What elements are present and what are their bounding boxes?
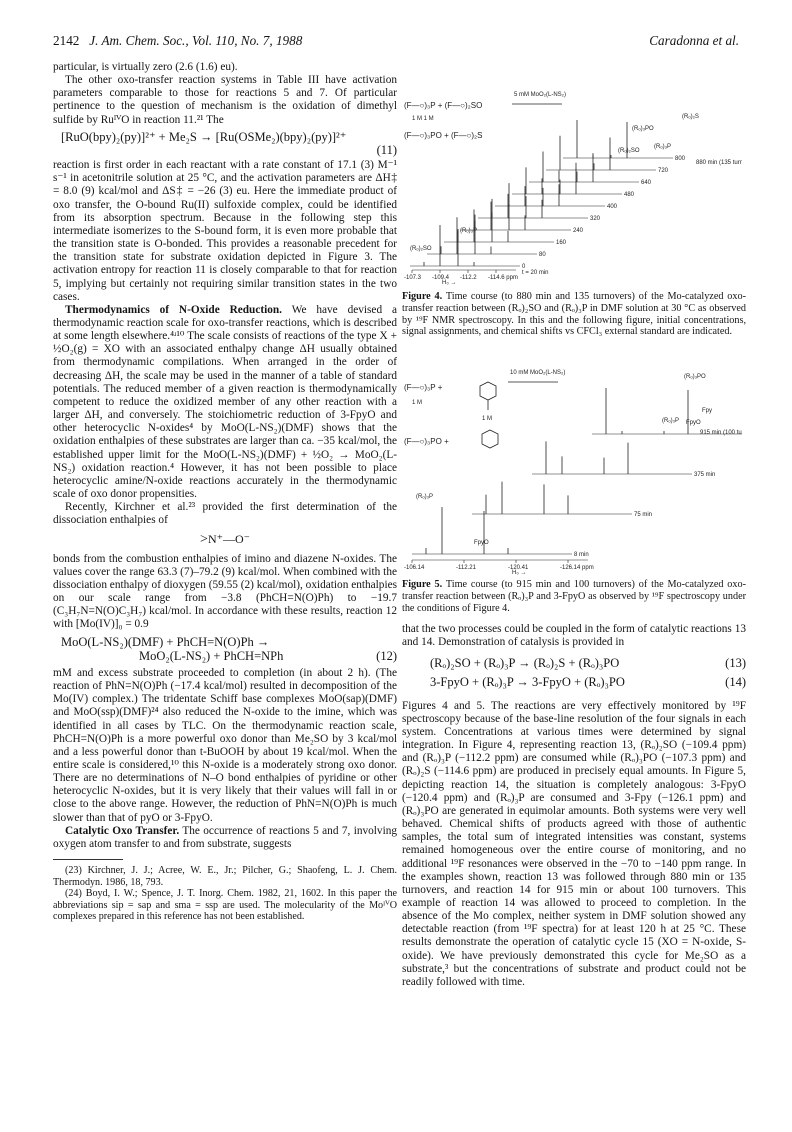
paragraph-text: The occurrence of reactions 5 and 7, involving oxygen atom transfer to and from substrate, suggests	[53, 824, 398, 850]
caption-text: Time course (to 915 min and 100 turnovers) of the Mo-catalyzed oxo-transfer reaction between (Rₒ)₃P and 3-FpyO as observed by ¹⁹F spectroscopy under the conditions of Figure 4.	[402, 579, 746, 614]
paragraph: mM and excess substrate proceeded to completion (in about 2 h). (The reaction of PhN=N(O)Ph (−17.4 kcal/mol) resulted in decomposition of the Mo(IV) complex.) The tridentate Schiff base complexes MoO(sap)(DMF) and MoO(ssp)(DMF)²⁴ also reduced the N-oxide to the imine, which was identified in all cases by TLC. On the thermodynamic reaction scale, PhCH=N(O)Ph is a more powerful oxo donor than Me₂SO by 3 kcal/mol and a less powerful donor than t-BuOOH by about 19 kcal/mol. When the entire scale is considered,¹⁰ this N-oxide is a moderately strong oxo donor. There are no determinations of N–O bond enthalpies of pyridine or other heterocyclic N-oxides, but it is very likely that their values will fall in or close to the above range. However, the reduction of PhN=N(O)Ph is much slower than that of pyO or 3-FpyO.	[53, 666, 397, 824]
spectrum-trace	[412, 507, 589, 558]
paragraph: bonds from the combustion enthalpies of imino and diazene N-oxides. The values cover the range 63.3 (7)–79.2 (9) kcal/mol. When combined with the dissociation enthalpy of dioxygen (59.55 (2) kcal/mol), oxidation enthalpies on our scale range from −3.8 (PhCH=N(O)Ph) to −19.7 (C₃H₇N=N(O)C₃H₇) kcal/mol. In accordance with these results, reaction 12 with [Mo(IV)]₀ = 0.9	[53, 552, 397, 631]
spectrum-trace	[529, 152, 652, 186]
axis-tick-label: -126.14 ppm	[560, 565, 594, 571]
paragraph: Recently, Kirchner et al.²³ provided the first determination of the dissociation enthalpies of	[53, 501, 397, 527]
running-header-authors: Caradonna et al.	[649, 33, 739, 48]
label-rf3po: (Rₒ)₃PO	[684, 374, 706, 380]
axis-tick-label: -106.14	[404, 565, 425, 571]
axis-tick-label: -114.6 ppm	[488, 275, 518, 281]
paragraph-catalytic	[53, 825, 397, 851]
label-rf2so-bottom: (Rₒ)₂SO	[410, 246, 432, 252]
time-label: 720	[658, 168, 669, 174]
right-column	[402, 623, 746, 989]
axis-label: H₀ →	[512, 570, 527, 576]
label-rf3p-bottom: (Rₒ)₃P	[460, 228, 478, 234]
label-end-time: 880 min (135 turn	[696, 160, 742, 166]
spectrum-trace	[563, 120, 686, 162]
ppm-axis	[404, 560, 594, 571]
equation-number: (13)	[725, 656, 746, 671]
fpyo-structure	[480, 382, 496, 410]
scheme-reactants: (F—○)₃P + (F—○)₂SO	[404, 101, 483, 110]
label-rf2so: (Rₒ)₂SO	[618, 148, 640, 154]
equation-text: MoO₂(L-NS₂) + PhCH=NPh	[139, 648, 284, 663]
label-rf3p-bottom: (Rₒ)₃P	[416, 494, 434, 500]
caption-text: Time course (to 880 min and 135 turnovers) of the Mo-catalyzed oxo-transfer reaction between (Rₒ)₂SO and (Rₒ)₃P in DMF solution at 30 °C as observed by ¹⁹F NMR spectroscopy. In this and the following figure, initial concentrations, signal assignments, and chemical shifts vs CFCl₃ external standard are indicated.	[402, 291, 746, 338]
paragraph: reaction is first order in each reactant with a rate constant of 17.1 (3) M⁻¹ s⁻¹ in acetonitrile solution at 25 °C, and the activation parameters are ΔH‡ = 8.0 (9) kcal/mol and ΔS‡ = −26 (3) eu. Here the immediate product of oxo transfer, the O-bound Ru(II) sulfoxide complex, could be identified from its absorption spectrum. Because in the following step this intermediate isomerizes to the S-bound form, it is even more probable that the transition state is O-bonded. This provides a reasonable precedent for the transition state for substrate oxidation depicted in Figure 3. The activation entropy for reaction 11 is closely comparable to that for reaction 5, implying but certainly not requiring similar transition states in the two cases.	[53, 159, 397, 303]
time-label: 240	[573, 228, 584, 234]
label-end-time: 915 min (100 tu	[700, 430, 742, 436]
axis-tick-label: -107.3	[404, 275, 422, 281]
time-label: 320	[590, 216, 601, 222]
left-column	[53, 61, 397, 923]
spectrum-trace	[472, 482, 652, 518]
paragraph-thermodynamics	[53, 304, 397, 501]
figure-4-spectra	[402, 90, 742, 286]
spectrum-trace	[546, 136, 672, 174]
spectrum-trace	[495, 183, 618, 210]
scheme-products: (F—○)₃PO +	[404, 437, 449, 446]
axis-tick-label: -112.2	[460, 275, 477, 281]
scheme-catalyst: 5 mM MoO₂(L-NS₂)	[514, 92, 566, 98]
paragraph: particular, is virtually zero (2.6 (1.6) eu).	[53, 61, 238, 73]
scheme-phosphine: (F—○)₃P +	[404, 383, 443, 392]
time-label: 160	[556, 240, 567, 246]
equation-12-line2	[61, 650, 397, 663]
scheme-catalyst: 10 mM MoO₂(L-NS₂)	[510, 370, 566, 376]
figure-5-spectra	[402, 368, 742, 576]
equation-text: [RuO(bpy)₂(py)]²⁺ + Me₂S → [Ru(OSMe₂)(bpy)₂(py)]²⁺	[61, 129, 347, 144]
footnote-23: (23) Kirchner, J. J.; Acree, W. E., Jr.; Pilcher, G.; Shaofeng, L. J. Chem. Thermodyn. 1986, 18, 793.	[53, 865, 397, 888]
equation-14	[430, 676, 746, 689]
time-label: 75 min	[634, 512, 653, 518]
axis-tick-label: -112.21	[456, 565, 476, 571]
spectrum-trace	[512, 167, 635, 198]
equation-number: (11)	[376, 142, 397, 157]
figure-5-graphic	[402, 368, 742, 576]
running-header-left	[53, 33, 302, 49]
axis-tick-label: -120.41	[508, 565, 529, 571]
label-rf3p: (Rₒ)₃P	[654, 144, 672, 150]
caption-label: Figure 4.	[402, 291, 443, 302]
scheme-concentrations: 1 M 1 M	[412, 116, 434, 122]
equation-12-line1: MoO(L-NS₂)(DMF) + PhCH=N(O)Ph →	[61, 634, 270, 649]
scheme-products: (F—○)₃PO + (F—○)₂S	[404, 131, 483, 140]
label-rf2s: (Rₒ)₂S	[682, 114, 699, 120]
time-label: 375 min	[694, 472, 716, 478]
n-oxide-structure: >N⁺—O⁻	[200, 532, 250, 548]
time-label: 8 min	[574, 552, 589, 558]
equation-13	[430, 657, 746, 670]
stacked-spectra	[410, 120, 686, 270]
axis-tick-label: -109.4	[432, 275, 450, 281]
axis-unit: t = 20 min	[522, 270, 549, 276]
ppm-axis	[404, 270, 518, 281]
footnote-rule	[53, 859, 123, 860]
equation-11	[61, 131, 397, 144]
paragraph: The other oxo-transfer reaction systems in Table III have activation parameters comparable to those for reactions 5 and 7. Of particular pertinence to the question of mechanism is the oxidation of dimethyl sulfide by RuᴵⱽO in reaction 11.²¹ The	[53, 74, 397, 126]
time-label: 400	[607, 204, 618, 210]
scheme-conc: 1 M	[482, 416, 493, 422]
label-rf3p: (Rₒ)₃P	[662, 418, 680, 424]
time-label: 640	[641, 180, 652, 186]
label-fpy: Fpy	[702, 408, 713, 414]
paragraph-text: We have devised a thermodynamic reaction scale for oxo-transfer reactions, which is described at some length elsewhere.⁴ʴ¹⁰ The scale consists of reactions of the type X + ½O₂(g) = XO with an associated enthalpy change ΔH usually obtained from thermodynamic compilations. When arranged in the order of decreasing ΔH, the scale may be used in the manner of a table of standard potentials. The reduced member of a given reaction is thermodynamically competent to reduce the oxidized member of any other reaction with a larger ΔH, and conversely. The stoichiometric reduction of 3-FpyO and other heterocyclic N-oxides⁴ by MoO(L-NS₂)(DMF) shows that the oxidation enthalpies of these substrates are larger than ca. −35 kcal/mol, the established upper limit for the MoO(L-NS₂)(DMF) + ½O₂ → MoO₂(L-NS₂) oxidation reaction.⁴ However, it has not been possible to place heterocyclic amine/N-oxide reactions accurately in the thermodynamic scale of oxo donor propensities.	[53, 303, 397, 500]
time-label: 0	[522, 264, 526, 270]
spectrum-trace	[532, 441, 715, 478]
fpy-ring-icon	[482, 430, 498, 448]
journal-name: J. Am. Chem. Soc.,	[89, 33, 189, 48]
label-fpyo: FpyO	[686, 420, 701, 426]
spectrum-trace	[478, 194, 601, 222]
equation-text: 3-FpyO + (Rₒ)₃P → 3-FpyO + (Rₒ)₃PO	[430, 675, 625, 690]
figure-4-caption	[402, 291, 746, 338]
figure-4-graphic	[402, 90, 742, 286]
equation-number: (12)	[376, 648, 397, 663]
paragraph: Figures 4 and 5. The reactions are very effectively monitored by ¹⁹F spectroscopy because of the base-line resolution of the four signals in each system. Concentrations at various times were determined by signal integration. In Figure 4, representing reaction 13, (Rₒ)₂SO (−109.4 ppm) and (Rₒ)₃P (−112.2 ppm) are consumed while (Rₒ)₃PO (−107.3 ppm) and (Rₒ)₂S (−114.6 ppm) are produced in precisely equal amounts. In Figure 5, depicting reaction 14, the situation is completely analogous: 3-FpyO (−120.4 ppm) and (Rₒ)₃P are consumed and 3-Fpy (−126.1 ppm) and (Rₒ)₃PO are generated in equimolar amounts. Both systems were very well behaved. Chemical shifts of products agreed with those of authentic samples, the total sum of integrated intensities was constant, systems remained homogeneous over the entire course of monitoring, and no additional ¹⁹F resonances were observed in the −70 to −140 ppm range. In the examples shown, reaction 13 was followed through 880 min or 135 turnovers, and reaction 14 for 915 min or about 100 turnovers. This example of reaction 14 was allowed to proceed to completion. In the absence of the Mo complex, neither system in DMF solution showed any detectable reaction (from ¹⁹F spectra) for at least 120 h at 25 °C. These results demonstrate the operation of catalytic cycle 15 (XO = N-oxide, S-oxide). We have previously demonstrated this cycle for Me₂SO as a substrate,³ but the concentrations of substrate and product could not be readily followed with time.	[402, 699, 746, 988]
time-label: 80	[539, 252, 546, 258]
time-label: 480	[624, 192, 635, 198]
label-fpyo-bottom: FpyO	[474, 540, 489, 546]
section-heading: Thermodynamics of N-Oxide Reduction.	[65, 303, 283, 316]
axis-label: H₀ →	[442, 280, 457, 286]
scheme-conc: 1 M	[412, 400, 423, 406]
section-heading: Catalytic Oxo Transfer.	[65, 824, 180, 837]
stacked-spectra	[412, 388, 742, 558]
equation-text: (Rₒ)₂SO + (Rₒ)₃P → (Rₒ)₂S + (Rₒ)₃PO	[430, 656, 620, 671]
page-number: 2142	[53, 33, 80, 48]
time-label: 800	[675, 156, 686, 162]
footnote-24: (24) Boyd, I. W.; Spence, J. T. Inorg. Chem. 1982, 21, 1602. In this paper the abbreviations sip = sap and sma = ssp are used. The molecularity of the MoᴵⱽO complexes prepared in this reference has not been established.	[53, 888, 397, 923]
journal-volume: Vol. 110, No. 7, 1988	[191, 33, 303, 48]
equation-number: (14)	[725, 675, 746, 690]
structure-label: N⁺—O⁻	[207, 532, 250, 547]
paragraph: that the two processes could be coupled in the form of catalytic reactions 13 and 14. Demonstration of catalysis is provided in	[402, 623, 746, 649]
spectrum-trace	[427, 217, 546, 258]
caption-label: Figure 5.	[402, 579, 443, 590]
figure-5-caption	[402, 579, 746, 614]
label-rf3po: (Rₒ)₃PO	[632, 126, 654, 132]
